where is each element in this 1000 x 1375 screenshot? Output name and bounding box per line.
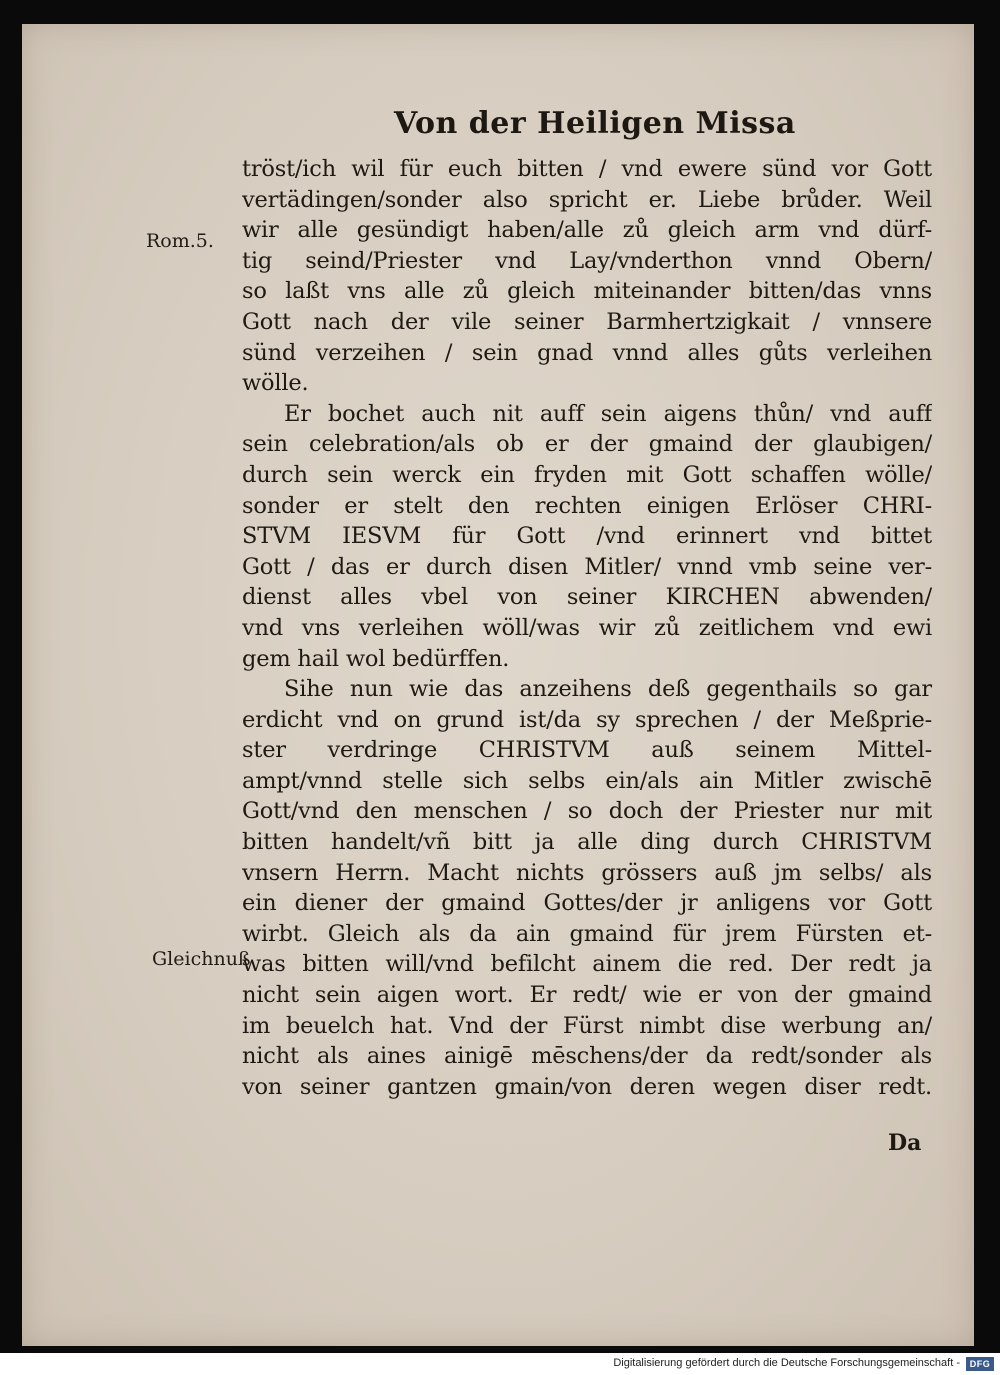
- catchword: Da: [888, 1130, 922, 1156]
- dfg-logo-icon: DFG: [966, 1357, 994, 1371]
- text-line: vnsern Herrn. Macht nichts grössers auß jm selbs/ als: [242, 859, 932, 886]
- book-page: [22, 24, 974, 1346]
- text-line: tröst/ich wil für euch bitten / vnd ewere sünd vor Gott: [242, 156, 932, 182]
- text-line: vnd vns verleihen wöll/was wir zů zeitlichem vnd ewi: [242, 614, 932, 641]
- text-line: tig seind/Priester vnd Lay/vnderthon vnnd Obern/: [242, 247, 932, 274]
- text-line: Gott nach der vile seiner Barmhertzigkait / vnnsere: [242, 308, 932, 335]
- text-line: Sihe nun wie das anzeihens deß gegenthails so gar: [284, 676, 932, 703]
- text-line: nicht sein aigen wort. Er redt/ wie er von der gmaind: [242, 982, 932, 1009]
- text-line: bitten handelt/vñ bitt ja alle ding durch CHRISTVM: [242, 829, 932, 856]
- text-line: vertädingen/sonder also spricht er. Liebe brůder. Weil: [242, 186, 932, 213]
- text-line: gem hail wol bedürffen.: [242, 645, 510, 672]
- text-line: Gott / das er durch disen Mitler/ vnnd vmb seine ver-: [242, 553, 932, 580]
- text-line: nicht als aines ainigē mēschens/der da redt/sonder als: [242, 1043, 932, 1070]
- text-line: durch sein werck ein fryden mit Gott schaffen wölle/: [242, 461, 932, 488]
- text-line: ster verdringe CHRISTVM auß seinem Mittel-: [242, 737, 932, 764]
- text-line: ein diener der gmaind Gottes/der jr anligens vor Gott: [242, 890, 932, 917]
- text-line: Gott/vnd den menschen / so doch der Priester nur mit: [242, 798, 932, 825]
- text-line: wölle.: [242, 370, 309, 397]
- text-line: wir alle gesündigt haben/alle zů gleich arm vnd dürf-: [242, 217, 932, 244]
- text-line: Er bochet auch nit auff sein aigens thůn/ vnd auff: [284, 400, 932, 427]
- text-line: von seiner gantzen gmain/von deren wegen diser redt.: [242, 1073, 932, 1100]
- text-line: so laßt vns alle zů gleich miteinander bitten/das vnns: [242, 278, 932, 305]
- text-line: erdicht vnd on grund ist/da sy sprechen / der Meßprie-: [242, 706, 932, 733]
- footer-bar: [0, 1353, 1000, 1375]
- text-line: ampt/vnnd stelle sich selbs ein/als ain Mitler zwischē: [242, 767, 932, 794]
- text-line: sein celebration/als ob er der gmaind der glaubigen/: [242, 431, 932, 458]
- running-head: Von der Heiligen Missa: [394, 106, 796, 141]
- text-line: was bitten will/vnd befilcht ainem die red. Der redt ja: [242, 951, 932, 978]
- funding-notice: Digitalisierung gefördert durch die Deutsche Forschungsgemeinschaft -: [613, 1357, 960, 1369]
- text-line: wirbt. Gleich als da ain gmaind für jrem Fürsten et-: [242, 920, 932, 947]
- margin-note-rom: Rom.5.: [146, 230, 214, 252]
- text-line: im beuelch hat. Vnd der Fürst nimbt dise werbung an/: [242, 1012, 932, 1039]
- text-line: sonder er stelt den rechten einigen Erlöser CHRI-: [242, 492, 932, 519]
- text-line: dienst alles vbel von seiner KIRCHEN abwenden/: [242, 584, 932, 611]
- body-text: [242, 154, 932, 1102]
- text-line: STVM IESVM für Gott /vnd erinnert vnd bittet: [242, 523, 932, 550]
- text-line: sünd verzeihen / sein gnad vnnd alles gůts verleihen: [242, 339, 932, 366]
- margin-note-gleichnuss: Gleichnuß: [152, 948, 251, 970]
